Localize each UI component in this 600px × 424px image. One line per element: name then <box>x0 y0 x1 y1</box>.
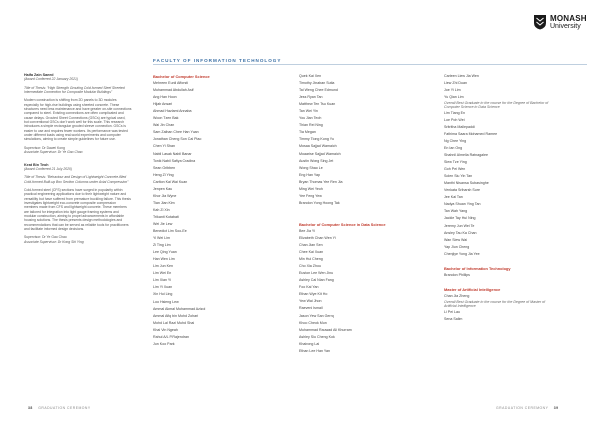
list-item: Liew Zhi Duan <box>444 81 467 86</box>
list-item: Jason Yew San Gerrq <box>299 313 334 318</box>
list-item: Eng Han Yap <box>299 172 321 177</box>
list-item: Carlton Kai Wai Kuan <box>153 179 188 184</box>
list-item: Tan Wei Yin <box>299 109 318 114</box>
list-item: Ammal Afiq bin Mohd Zohari <box>153 313 199 318</box>
list-item: Sean Gribben <box>153 165 176 170</box>
list-item: compared to steel. Existing connections are often complicated and <box>24 111 124 116</box>
list-item: Khairong Lai <box>299 341 320 346</box>
list-item: Austin Wong Sing Jet <box>299 158 334 163</box>
list-item: Kah Zi Xin <box>153 207 170 212</box>
list-item: Chenjiye Yong Jia Yee <box>444 251 480 256</box>
section-heading: Bachelor of Information Technology <box>444 265 511 271</box>
list-item: Ethan Wye Kit Ho <box>299 292 328 297</box>
graduates-column-3 <box>444 73 574 323</box>
list-item: Jeremy Jun Wei Te <box>444 223 475 228</box>
list-item: Joe Yi Lim <box>444 88 461 93</box>
list-item: introduces a simple rectangular grouted sleeve connection. GSCs is <box>24 124 126 129</box>
list-item: Xin Hui Ling <box>153 292 173 297</box>
list-item: Ahmad Hazlami Annaba <box>153 109 192 114</box>
list-item: structures need less maintenance and have greater on-site connections <box>24 107 132 112</box>
graduates-column-2 <box>299 73 429 355</box>
list-item: Tai Weng Chee Edmund <box>299 88 338 93</box>
list-item: Timothy Jinaban Sutia <box>299 81 335 86</box>
list-item: Carleen Liew Jia Wen <box>444 74 479 78</box>
list-item: Lee Qing Yuan <box>153 250 177 255</box>
logo-name: MONASH <box>550 14 587 23</box>
list-item: Wei Jie Lew <box>153 221 173 226</box>
list-item: Sena Salim <box>444 316 463 321</box>
list-item: Supervisor: Dr Ye Gao Chao <box>24 235 67 240</box>
list-item: Yu Qian Lim <box>444 95 464 100</box>
list-item: Khai Vin Ngeah <box>153 327 178 332</box>
list-item: Tian Jian Kim <box>153 200 175 205</box>
section-heading: Master of Artificial Intelligence <box>444 286 501 292</box>
list-item: Loo Hsieng Lew <box>153 299 179 304</box>
list-item: under different loads using real-world experiments and computer <box>24 133 121 138</box>
list-item: Moaarise Sajjad Wamaich <box>299 151 341 156</box>
list-item: investigates lightweight eco-concrete composite compression <box>24 200 116 205</box>
list-item: Matthew Ten Tsu Kuan <box>299 102 336 107</box>
list-item: Ammal Akmal Muhammad Azizol <box>153 306 206 311</box>
list-item: You Jian Teoh <box>299 116 322 121</box>
crest-icon <box>533 14 547 30</box>
list-item: cause delays. Grouted Sheet Connections (GSCs) are typical used, <box>24 115 126 120</box>
list-item: Bryan Thomas Yee Ren Jia <box>299 179 343 184</box>
list-item: Solen Siu Yin Tan <box>444 174 473 179</box>
spacer <box>444 258 574 265</box>
list-item: Muhammad Abdullah Asif <box>153 88 194 93</box>
list-item: but conventional GSCs don't work well for this scale. This research <box>24 120 125 125</box>
footer-right <box>496 406 563 410</box>
list-item: Elizabeth Chan Wen Yi <box>299 235 336 240</box>
list-item: Modern construction is shifting from 2D panels to 3D modules <box>24 98 117 103</box>
list-item: Mehreen Eunli Afforsti <box>153 81 189 86</box>
list-item: Brandon Phillips <box>444 272 470 277</box>
list-item: Muhammad Rauwad Ali Khurram <box>299 327 352 332</box>
award-note: Artificial Intelligence <box>444 304 476 309</box>
list-item: Thian Rei Ning <box>299 123 323 128</box>
list-item: Sam Zaihan Chee Han Yuan <box>153 130 199 135</box>
list-item: Cold-formed Built-up Box Section Columns under Axial Compression" <box>24 179 129 184</box>
page-number-left: 38 <box>28 406 33 410</box>
list-item: Associate Supervisor: Dr Kong Shi Ying <box>24 239 84 244</box>
list-item: Manthi Nisansa Subasinghe <box>444 181 489 186</box>
list-item: Bee Jia Yi <box>299 228 315 233</box>
list-item: Sritritha Mallepaddi <box>444 124 475 129</box>
list-item: Quek Kai Xen <box>299 74 322 78</box>
list-item: Cold-formed steel (CFS) sections have surged in popularity within <box>24 187 123 192</box>
list-item: Intermediate Connection for Composite Modular Buildings" <box>24 90 113 95</box>
list-item: simulations, aiming to create simple guidelines for future use. <box>24 137 116 142</box>
graduates-column-1 <box>153 73 283 348</box>
list-item: Supervisor: Dr Dawei Kong <box>24 145 65 150</box>
list-item: Ng Chee Ying <box>444 138 467 143</box>
list-item: Lim Xian Yi <box>153 278 171 283</box>
list-item: (Award Conferred 21 July 2020) <box>24 166 72 171</box>
list-item: are tailored for integration into light gauge framing systems and <box>24 209 119 214</box>
list-item: Chen Yi Shan <box>153 144 175 149</box>
list-item: easier to use and requires fewer workers. Its performance was tested <box>24 128 128 133</box>
list-item: Min Hui Cheng <box>299 257 323 262</box>
list-item: housing solutions. The thesis presents design methodologies and <box>24 218 123 223</box>
section-heading: Bachelor of Computer Science <box>153 74 210 79</box>
list-item: modular construction, aiming to propel advancements in affordable <box>24 213 125 218</box>
list-item: Ansley Tau Ka Chan <box>444 230 477 235</box>
header-divider <box>153 64 587 65</box>
spacer <box>299 214 429 221</box>
list-item: Ethan Lee Han Yan <box>299 348 331 353</box>
graduate-name-heading: Haifa Zain Saeed <box>24 73 54 77</box>
list-item: Yee Feng Yew <box>299 193 322 198</box>
list-item: Ashley Siu Cheng Kok <box>299 334 335 339</box>
list-item: Woon Tzen Bak <box>153 116 179 121</box>
list-item: Yi Wei Lim <box>153 236 170 241</box>
footer-label-right: GRADUATION CEREMONY <box>496 406 549 410</box>
list-item: Trikanti Kotabati <box>153 214 179 219</box>
faculty-heading: FACULTY OF INFORMATION TECHNOLOGY <box>153 58 282 63</box>
list-item: Rahul A/L P.Rajendran <box>153 334 189 339</box>
list-item: Lim Yi Xuan <box>153 285 173 290</box>
footer-left <box>24 406 91 410</box>
page-number-right: 39 <box>553 406 559 410</box>
spacer <box>299 207 429 214</box>
monash-logo <box>533 13 593 35</box>
list-item: Cho Xia Zhou <box>299 264 321 269</box>
list-item: Siew Tze Ying <box>444 160 467 165</box>
list-item: Fathima Saara Mohamed Ramee <box>444 131 498 136</box>
list-item: versatility but have suffered from premature buckling failure. This thesis <box>24 196 131 201</box>
list-item: practical engineering applications due to their lightweight nature and <box>24 192 127 197</box>
list-item: Shahnil Almelia Ratnagalee <box>444 153 488 158</box>
list-item: Ming Wei Yeoh <box>299 186 323 191</box>
list-item: Lim Jun Ken <box>153 264 173 269</box>
list-item: Jess Ryan Tan <box>299 95 323 100</box>
list-item: Khoo Cheok Mun <box>299 320 327 325</box>
spacer <box>444 279 574 286</box>
list-item: Wan Siew Wai <box>444 237 468 242</box>
list-item: Han Wen Lim <box>153 257 175 262</box>
list-item: Associate Supervisor: Dr Ye Gao Chao <box>24 150 83 155</box>
list-item: (Award Conferred 22 January 2021) <box>24 77 79 82</box>
list-item: Nadya Shuan Ying Tan <box>444 202 481 207</box>
list-item: Zi Ting Lim <box>153 243 171 248</box>
list-item: Euston Lee Wen Jinu <box>299 271 334 276</box>
list-item: Jee Kai Tan <box>444 195 463 200</box>
list-item: recommendations that can be served as reliable tools for practitioners <box>24 222 129 227</box>
list-item: Venkata Sriharsh Sure <box>444 188 480 193</box>
list-item: Hijab Ansari <box>153 102 173 107</box>
list-item: Loe Poh Wei <box>444 117 465 122</box>
list-item: Khor Jia Wyne <box>153 193 177 198</box>
list-item: Ang Han Hoon <box>153 95 177 100</box>
footer-label-left: GRADUATION CEREMONY <box>38 406 91 410</box>
list-item: Nabil Lasak Nabil Banar <box>153 151 192 156</box>
list-item: Tonik Nabil Safiya Cradina <box>153 158 196 163</box>
logo-subtitle: University <box>550 23 581 30</box>
list-item: Li Pei Lau <box>444 309 460 314</box>
award-note: Overall Best Graduate in the course for the Degree of Master of <box>444 299 546 304</box>
list-item: Goh Pei Wen <box>444 167 466 172</box>
list-item: Tan Wah Yang <box>444 209 468 214</box>
list-item: Lim Wei En <box>153 271 172 276</box>
list-item: Chan Jian Sen <box>299 243 323 248</box>
list-item: Lim Tiang En <box>444 110 465 115</box>
list-item: members made from CFS and lightweight concrete. These members <box>24 205 127 210</box>
list-item: En Ian Ong <box>444 146 463 151</box>
list-item: Benedict Lim Soo-Ee <box>153 229 187 234</box>
list-item: especially for high-rise buildings using sheeted concrete. These <box>24 102 120 107</box>
list-item: Mohd Lal Razi Muhd Shai <box>153 320 195 325</box>
list-item: Foo Kai Yan <box>299 285 319 290</box>
thesis-abstracts-column <box>24 73 148 244</box>
list-item: Tia Megan <box>299 130 316 135</box>
list-item: Ashley Cai Nian Fang <box>299 278 334 283</box>
list-item: Wong Shao Le <box>299 165 323 170</box>
list-item: Chee Kai Xuan <box>299 250 324 255</box>
list-item: Jun Koo Park <box>153 341 175 346</box>
graduate-name-heading: Keat Bin Teoh <box>24 162 49 167</box>
list-item: Mosaa Sajjad Wamaich <box>299 144 337 149</box>
list-item: Yew Wai Jhon <box>299 299 322 304</box>
list-item: Timmy Tiong Kong Yu <box>299 137 334 142</box>
list-item: Jackle Tay Hui Ning <box>444 216 476 221</box>
list-item: and facilitate informed design decisions. <box>24 226 85 231</box>
list-item: Jenpen Kau <box>153 186 173 191</box>
list-item: Title of Thesis: "High Strength Grouting Cold-formed Steel Sheeted <box>24 85 125 90</box>
list-item: Jonathan Cheng Son Cai Piao <box>153 137 202 142</box>
award-note: Computer Science in Data Science <box>444 105 500 110</box>
list-item: Heng Zi Ying <box>153 172 174 177</box>
award-note: Overall Best Graduate in the course for the Degree of Bachelor of <box>444 101 549 106</box>
list-item: Raeveni Ismail <box>299 306 323 311</box>
list-item: Chan Jia Zheng <box>444 293 470 298</box>
list-item: Wai Jin Chan <box>153 123 175 128</box>
list-item: Yap Jiun Cheng <box>444 244 470 249</box>
list-item: Brandon Yong Hoong Tak <box>299 200 340 205</box>
list-item: Title of Thesis: "Behaviour and Design of Lightweight Concrete-filled <box>24 175 127 180</box>
section-heading: Bachelor of Computer Science in Data Science <box>299 221 386 227</box>
